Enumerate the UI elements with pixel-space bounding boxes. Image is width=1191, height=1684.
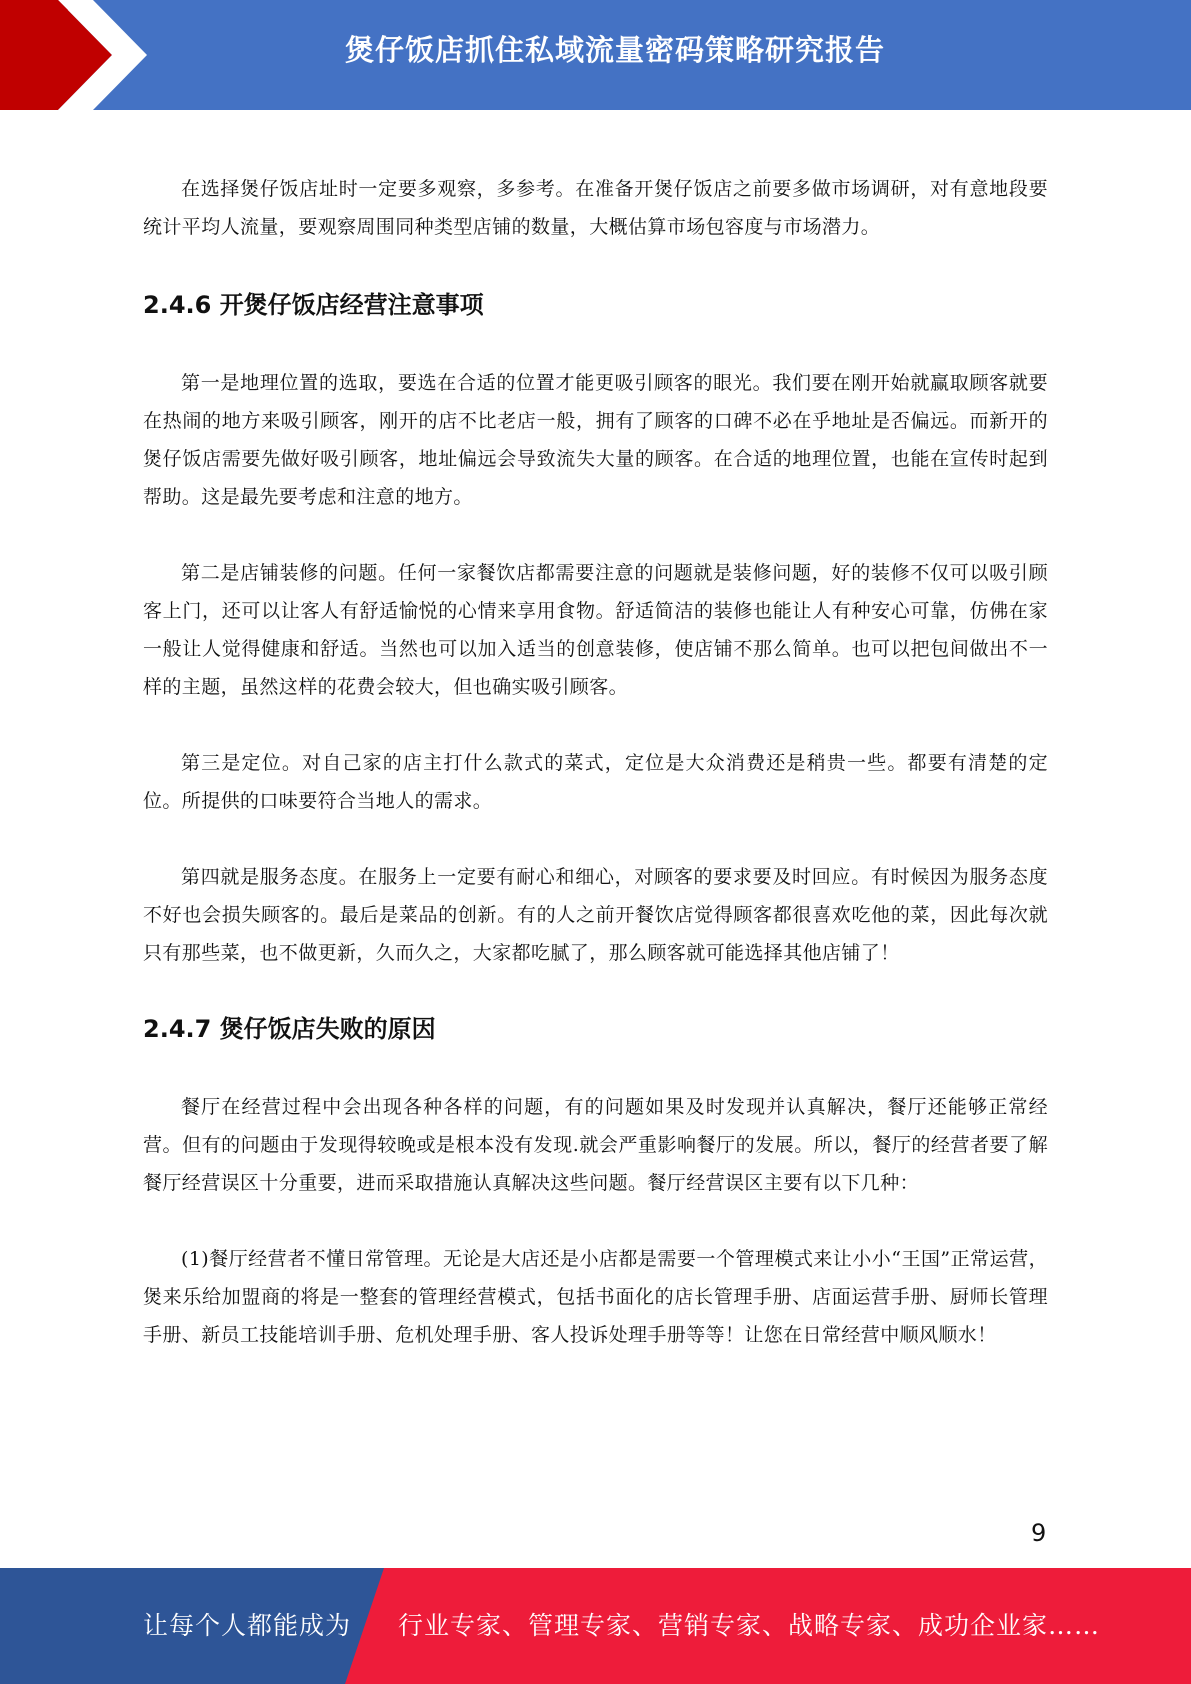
document-body xyxy=(143,170,1048,1354)
page-footer xyxy=(0,1568,1191,1684)
paragraph-location: 第一是地理位置的选取，要选在合适的位置才能更吸引顾客的眼光。我们要在刚开始就赢取顾客就要在热闹的地方来吸引顾客，刚开的店不比老店一般，拥有了顾客的口碑不必在乎地址是否偏远。而新开的煲仔饭店需要先做好吸引顾客，地址偏远会导致流失大量的顾客。在合适的地理位置，也能在宣传时起到帮助。这是最先要考虑和注意的地方。 xyxy=(143,372,1048,508)
paragraph-decoration: 第二是店铺装修的问题。任何一家餐饮店都需要注意的问题就是装修问题，好的装修不仅可以吸引顾客上门，还可以让客人有舒适愉悦的心情来享用食物。舒适简洁的装修也能让人有种安心可靠，仿佛在家一般让人觉得健康和舒适。当然也可以加入适当的创意装修，使店铺不那么简单。也可以把包间做出不一样的主题，虽然这样的花费会较大，但也确实吸引顾客。 xyxy=(143,562,1048,698)
intro-paragraph: 在选择煲仔饭店址时一定要多观察，多参考。在准备开煲仔饭店之前要多做市场调研，对有意地段要统计平均人流量，要观察周围同种类型店铺的数量，大概估算市场包容度与市场潜力。 xyxy=(143,178,1048,238)
paragraph-failure-intro: 餐厅在经营过程中会出现各种各样的问题，有的问题如果及时发现并认真解决，餐厅还能够正常经营。但有的问题由于发现得较晚或是根本没有发现.就会严重影响餐厅的发展。所以，餐厅的经营者要了解餐厅经营误区十分重要，进而采取措施认真解决这些问题。餐厅经营误区主要有以下几种： xyxy=(143,1096,1048,1194)
page-header xyxy=(0,0,1191,110)
report-title: 煲仔饭店抓住私域流量密码策略研究报告 xyxy=(344,33,885,67)
footer-slogan-right: 行业专家、管理专家、营销专家、战略专家、成功企业家…… xyxy=(398,1611,1101,1640)
page-number: 9 xyxy=(1031,1519,1047,1547)
paragraph-failure-item-1: (1)餐厅经营者不懂日常管理。无论是大店还是小店都是需要一个管理模式来让小小“王国”正常运营，煲来乐给加盟商的将是一整套的管理经营模式，包括书面化的店长管理手册、店面运营手册、厨师长管理手册、新员工技能培训手册、危机处理手册、客人投诉处理手册等等！让您在日常经营中顺风顺水！ xyxy=(143,1248,1048,1346)
section-heading-2-4-7: 2.4.7 煲仔饭店失败的原因 xyxy=(143,1015,436,1043)
section-heading-2-4-6: 2.4.6 开煲仔饭店经营注意事项 xyxy=(143,291,484,319)
paragraph-service: 第四就是服务态度。在服务上一定要有耐心和细心，对顾客的要求要及时回应。有时候因为服务态度不好也会损失顾客的。最后是菜品的创新。有的人之前开餐饮店觉得顾客都很喜欢吃他的菜，因此每次就只有那些菜，也不做更新，久而久之，大家都吃腻了，那么顾客就可能选择其他店铺了！ xyxy=(143,866,1048,964)
paragraph-positioning: 第三是定位。对自己家的店主打什么款式的菜式，定位是大众消费还是稍贵一些。都要有清楚的定位。所提供的口味要符合当地人的需求。 xyxy=(143,752,1048,812)
footer-slogan-left: 让每个人都能成为 xyxy=(143,1611,352,1640)
